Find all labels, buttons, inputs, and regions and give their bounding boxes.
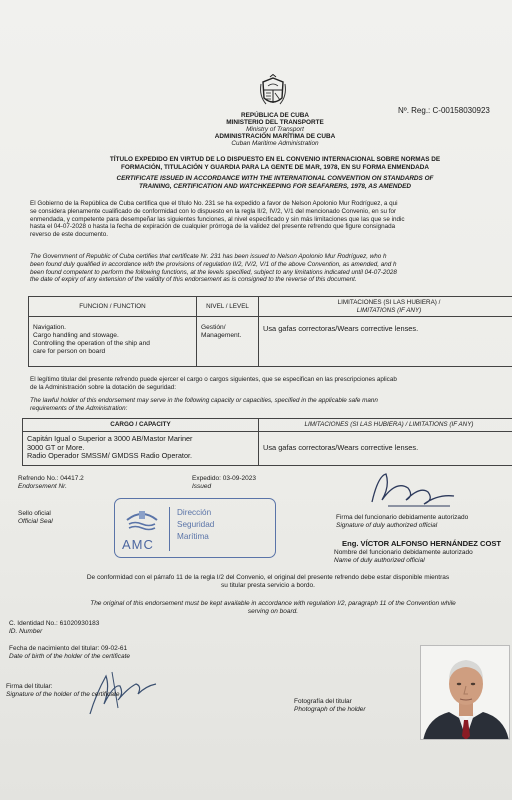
certification-en-line: The Government of Republic of Cuba certifies that certificate Nr. 231 has been issued to Nelson Apolonio Mur Rodríguez, who h [30, 253, 387, 260]
reg-label: Nº. Reg.: [398, 106, 431, 115]
holder-dob-label: Fecha de nacimiento del titular: [9, 645, 100, 652]
holder-id-label: C. Identidad No.: [9, 620, 58, 627]
limitations-header-es: LIMITACIONES (SI LAS HUBIERA) / [337, 299, 441, 306]
original-notice-en [28, 600, 512, 616]
function-item: Controlling the operation of the ship and [33, 340, 150, 347]
level-item: Management. [201, 332, 242, 339]
title-en-line1: CERTIFICATE ISSUED IN ACCORDANCE WITH THE INTERNATIONAL CONVENTION ON STANDARDS OF [116, 175, 434, 182]
capacity-item: Capitán Igual o Superior a 3000 AB/Mastor Mariner [27, 434, 193, 443]
functions-table [28, 296, 512, 367]
notice-line: De conformidad con el párrafo 11 de la regla I/2 del Convenio, el original del presente refrendo debe estar disponible mientras [86, 574, 450, 581]
reg-value: C-00158030923 [432, 106, 490, 115]
capacity-header: CARGO / CAPACITY [23, 419, 259, 432]
function-item: Navigation. [33, 324, 66, 331]
ministry-heading-en: Ministry of Transport [246, 126, 304, 133]
photo-label: Fotografía del titular [294, 698, 352, 705]
republic-heading: REPÚBLICA DE CUBA [241, 112, 309, 119]
function-header: FUNCION / FUNCTION [29, 297, 197, 317]
capacity-cell [23, 432, 259, 466]
stamp-word: Marítima [177, 532, 209, 541]
limitation-cell: Usa gafas correctoras/Wears corrective lenses. [259, 317, 512, 367]
holder-dob-value: 09-02-61 [101, 645, 128, 652]
stamp-divider [169, 507, 170, 551]
official-name-label-es: Nombre del funcionario debidamente autorizado [334, 549, 473, 556]
stamp-word: Seguridad [177, 520, 215, 529]
certification-en-line: been found competent to perform the following functions, at the levels specified, subject to any limitations indicated until 04-07-2028 [30, 268, 397, 276]
capacity-intro-es [30, 376, 512, 392]
level-item: Gestión/ [201, 324, 226, 331]
endorsement-label-en: Endorsement Nr. [18, 483, 67, 490]
official-sig-label-es: Firma del funcionario debidamente autorizado [336, 514, 469, 521]
official-name: Eng. VÍCTOR ALFONSO HERNÁNDEZ COST [342, 539, 502, 548]
admin-heading: ADMINISTRACIÓN MARÍTIMA DE CUBA [214, 133, 336, 140]
certification-es-line: reverso de este documento. [30, 231, 109, 239]
issue-date [192, 475, 256, 491]
capacity-intro-line: de la Administración sobre la dotación de seguridad: [30, 383, 176, 391]
level-cell [197, 317, 259, 367]
certification-en-line: the date of expiry of any extension of the validity of this endorsement as is consigned to the reverse of this document. [30, 276, 357, 284]
certification-es-line: El Gobierno de la República de Cuba certifica que el título No. 231 se ha expedido a favor de Nelson Apolonio Mur Rodríguez, a qui [30, 200, 398, 207]
notice-line: The original of this endorsement must be kept available in accordance with regulation I/2, paragraph 11 of the Convention while [90, 600, 456, 607]
certification-en [30, 253, 512, 284]
holder-sig-label-en: Signature of the holder of the certificate [6, 691, 120, 698]
title-en-line2: TRAINING, CERTIFICATION AND WATCHKEEPING FOR SEAFARERS, 1978, AS AMENDED [139, 183, 411, 190]
endorsement-label: Refrendo No.: [18, 475, 59, 482]
endorsement-number [18, 475, 84, 491]
capacity-table [22, 418, 512, 466]
seal-label-es: Sello oficial [18, 510, 51, 517]
original-notice-es [28, 574, 508, 590]
limitations-header-en: LIMITATIONS (IF ANY) [356, 306, 422, 314]
function-cell [29, 317, 197, 367]
capacity-intro-line: The lawful holder of this endorsement may serve in the following capacity or capacities, specified in the applicable safe mann [30, 397, 378, 404]
function-item: care for person on board [33, 348, 106, 355]
coat-of-arms-icon [258, 74, 288, 108]
holder-id-label-en: ID. Number [9, 628, 43, 635]
holder-portrait-icon [421, 646, 510, 740]
holder-sig-label: Firma del titular: [6, 683, 53, 690]
limitations-header [259, 297, 512, 317]
certification-es-line: hasta el 04-07-2028 o hasta la fecha de expiración de cualquier prórroga de la validez del presente refrendo que figure consignada [30, 223, 396, 231]
seal-label-en: Official Seal [18, 518, 53, 525]
capacity-intro-line: El legítimo titular del presente refrendo puede ejercer el cargo o cargos siguientes, que se especifican en las prescripciones aplicab [30, 376, 397, 383]
official-name-label-en: Name of duly authorized official [334, 557, 425, 564]
issue-label-en: Issued [192, 483, 212, 490]
capacity-item: 3000 GT or More. [27, 442, 85, 452]
holder-signature-label [6, 683, 119, 699]
issue-value: 03-09-2023 [222, 475, 256, 482]
title-es-line2: FORMACIÓN, TITULACIÓN Y GUARDIA PARA LA GENTE DE MAR, 1978, EN SU FORMA ENMENDADA [121, 164, 429, 171]
holder-photo-label [294, 698, 366, 714]
official-sig-label-en: Signature of duly authorized official [336, 522, 438, 529]
holder-dob [9, 645, 130, 661]
photo-label-en: Photograph of the holder [294, 706, 366, 713]
certification-es [30, 200, 512, 239]
official-seal-label [18, 510, 53, 526]
official-stamp [114, 498, 276, 558]
level-header: NIVEL / LEVEL [197, 297, 259, 317]
official-name-label [334, 549, 473, 565]
ministry-heading: MINISTERIO DEL TRANSPORTE [226, 119, 324, 126]
maritime-safety-logo-icon [123, 506, 161, 532]
official-signature [368, 466, 458, 512]
official-signature-label [336, 514, 468, 530]
capacity-intro-line: requirements of the Administration: [30, 404, 128, 412]
capacity-intro-en [30, 397, 512, 413]
capacity-limitations-header: LIMITACIONES (SI LAS HUBIERA) / LIMITATIONS (IF ANY) [259, 419, 512, 432]
registration-number [398, 106, 490, 115]
holder-id [9, 620, 99, 636]
holder-photo [420, 645, 510, 740]
certification-es-line: enmendada, y competente para desempeñar las siguientes funciones, al nivel especificado y sin más limitaciones que las que se indic [30, 215, 405, 223]
holder-dob-label-en: Date of birth of the holder of the certificate [9, 653, 131, 660]
capacity-item: Radio Operador SMSSM/ GMDSS Radio Operator. [27, 451, 193, 461]
function-item: Cargo handling and stowage. [33, 332, 119, 339]
notice-line: serving on board. [247, 608, 299, 615]
stamp-acronym: AMC [122, 537, 154, 552]
capacity-limitation-cell: Usa gafas correctoras/Wears corrective lenses. [259, 432, 512, 466]
certification-en-line: been found duly qualified in accordance with the provisions of regulation II/2, IV/2, V/1 of the above Convention, as amended, and h [30, 260, 397, 268]
admin-heading-en: Cuban Maritime Administration [231, 140, 319, 147]
certification-es-line: se considera plenamente cualificado de conformidad con lo dispuesto en la regla II/2, IV/2, V/1 del mencionado Convenio, en su for [30, 207, 397, 215]
endorsement-value: 04417.2 [60, 475, 84, 482]
holder-id-value: 61020930183 [59, 620, 100, 627]
stamp-word: Dirección [177, 508, 212, 517]
notice-line: su titular presta servicio a bordo. [221, 582, 315, 589]
issue-label: Expedido: [192, 475, 221, 482]
title-es-line1: TÍTULO EXPEDIDO EN VIRTUD DE LO DISPUESTO EN EL CONVENIO INTERNACIONAL SOBRE NORMAS DE [109, 156, 441, 163]
